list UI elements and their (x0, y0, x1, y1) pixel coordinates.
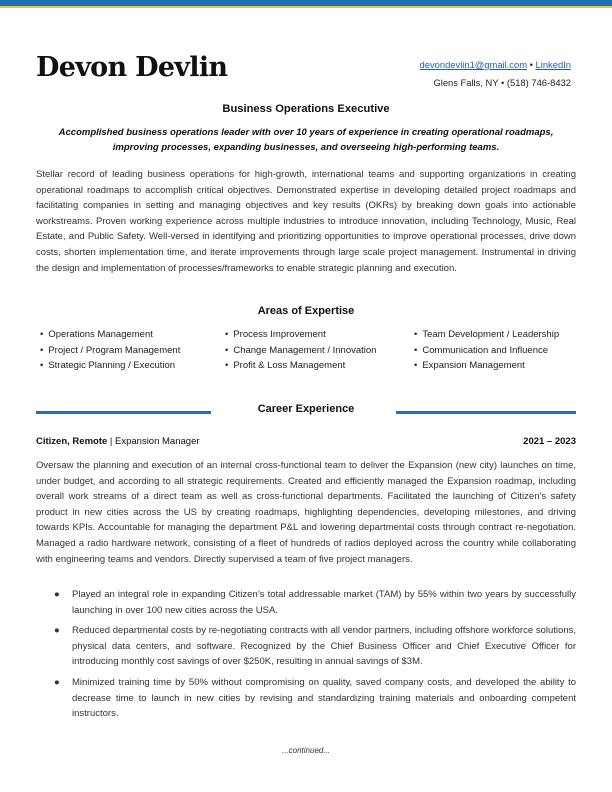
bullet-icon: ● (54, 625, 60, 637)
contact-separator: • (529, 59, 533, 70)
candidate-name: Devon Devlin (36, 52, 228, 83)
job-role: | Expansion Manager (107, 436, 200, 447)
bullet-icon: ● (54, 676, 60, 688)
section-divider-right (396, 411, 576, 414)
achievement-item (54, 587, 576, 618)
achievement-text: Reduced departmental costs by re-negotiating contracts with all vendor partners, including offshore workforce solutions, physical data centers, and software. Recognized by the Chief Business Officer and Chief Executive Officer for introducing monthly cost savings of over $250K, resulting in annual savings of $3M. (72, 625, 576, 668)
expertise-item: • Strategic Planning / Execution (40, 358, 180, 374)
expertise-column-3 (414, 327, 559, 374)
expertise-item: • Project / Program Management (40, 343, 180, 359)
expertise-item: • Process Improvement (225, 327, 376, 343)
continued-note: ...continued... (281, 746, 331, 755)
achievement-item (54, 675, 576, 722)
expertise-item: • Expansion Management (414, 358, 559, 374)
professional-summary: Stellar record of leading business operations for high-growth, international teams and supporting organizations in creating operational roadmaps to accomplish critical objectives. Demonstrated expertise in developing detailed project roadmaps and facilitating companies in setting and managing objectives and key results (OKRs) by breaking down goals into actionable workstreams. Proven working experience across multiple industries to introduce innovation, including Technology, Music, Real Estate, and Public Safety. Well-versed in identifying and prioritizing opportunities to improve operational processes, drive down costs, shorten implementation time, and iterate improvements through large scale project management. Instrumental in driving the design and implementation of processes/frameworks to enable strategic planning and execution. (36, 169, 576, 274)
expertise-heading: Areas of Expertise (257, 305, 355, 317)
headline-title: Business Operations Executive (222, 103, 390, 115)
contact-links-line (420, 56, 571, 74)
job-location: , Remote (67, 436, 108, 447)
email-link[interactable]: devondevlin1@gmail.com (419, 59, 528, 70)
achievement-item (54, 623, 576, 670)
job-dates: 2021 – 2023 (523, 436, 576, 447)
headline-subtitle: Accomplished business operations leader with over 10 years of experience in creating operational roadmaps, improving processes, expanding businesses, and overseeing high-performing teams. (58, 127, 554, 153)
bullet-icon: ● (54, 589, 60, 600)
experience-heading: Career Experience (257, 403, 355, 415)
job-header (36, 436, 200, 447)
achievement-text: Played an integral role in expanding Citizen’s total addressable market (TAM) by 55% within two years by successfully launching in over 100 new cities across the USA. (72, 589, 576, 616)
expertise-column-2 (225, 327, 376, 374)
linkedin-link[interactable]: LinkedIn (535, 59, 571, 70)
contact-block (420, 56, 571, 92)
achievement-text: Minimized training time by 50% without compromising on quality, saved company costs, and developed the ability to decrease time to launch in new cities by revising and standardizing training materials and onboarding competent instructors. (72, 676, 576, 720)
expertise-item: • Operations Management (40, 327, 180, 343)
top-accent-stripe (0, 6, 612, 8)
job-company: Citizen (36, 436, 68, 447)
expertise-item: • Communication and Influence (414, 343, 559, 359)
expertise-column-1 (40, 327, 180, 374)
job-description: Oversaw the planning and execution of an internal cross-functional team to deliver the Expansion (new city) launches on time, under budget, and according to all strategic requirements. Created and efficiently managed the Expansion roadmap, including overall work streams of a direct team as well as cross-functional departments. Facilitated the launching of Citizen’s safety product in new cities across the US by creating roadmaps, highlighting dependencies, developing milestones, and driving towards KPIs. Accountable for managing the department P&L and lowering departmental costs through contract re-negotiation. Managed a radio hardware network, consisting of a fleet of hundreds of radios deployed across the country while collaborating with engineering teams and vendors. Directly supervised a team of five project managers. (36, 460, 576, 565)
job-achievements (54, 587, 576, 727)
expertise-item: • Team Development / Leadership (414, 327, 559, 343)
expertise-item: • Change Management / Innovation (225, 343, 376, 359)
expertise-item: • Profit & Loss Management (225, 358, 376, 374)
location-phone: Glens Falls, NY • (518) 746-8432 (433, 77, 571, 88)
